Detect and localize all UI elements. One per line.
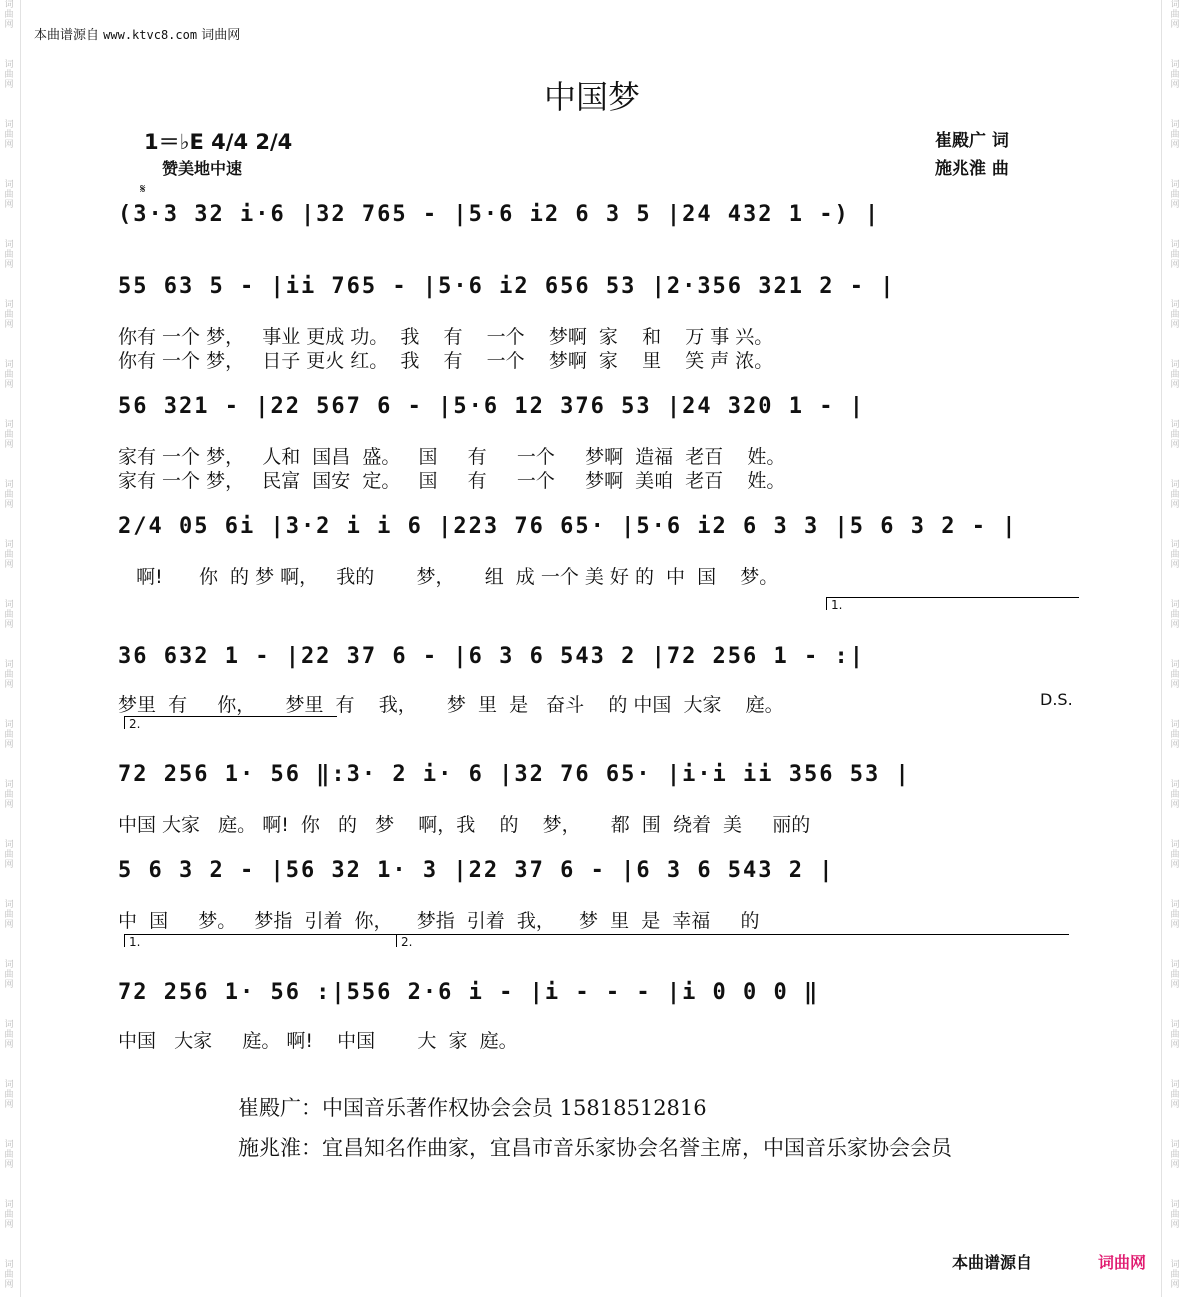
watermark-mark: 词曲网 [4, 780, 14, 810]
lyric-line: 中国 大家 庭。 啊! 中国 大 家 庭。 [118, 1030, 518, 1052]
watermark-mark: 词曲网 [4, 720, 14, 750]
song-title: 中国梦 [543, 78, 640, 116]
watermark-mark: 词曲网 [4, 420, 14, 450]
notation-line-1: (3·3 32 i·6 |32 765 - |5·6 i2 6 3 5 |24 432 1 -) | [118, 202, 881, 227]
lyric-line: 你有 一个 梦， 事业 更成 功。 我 有 一个 梦啊 家 和 万 事 兴。 [118, 326, 774, 348]
watermark-mark: 词曲网 [1170, 300, 1180, 330]
watermark-mark: 词曲网 [4, 1020, 14, 1050]
right-watermark [1168, 0, 1182, 1297]
lyric-line: 中 国 梦。 梦指 引着 你， 梦指 引着 我， 梦 里 是 幸福 的 [118, 910, 760, 932]
watermark-mark: 词曲网 [1170, 180, 1180, 210]
source-prefix: 本曲谱源自 [34, 28, 100, 43]
watermark-mark: 词曲网 [1170, 840, 1180, 870]
watermark-mark: 词曲网 [4, 60, 14, 90]
watermark-mark: 词曲网 [4, 360, 14, 390]
watermark-mark: 词曲网 [1170, 600, 1180, 630]
watermark-mark: 词曲网 [1170, 60, 1180, 90]
watermark-mark: 词曲网 [1170, 1140, 1180, 1170]
notation-line-7: 5 6 3 2 - |56 32 1· 3 |22 37 6 - |6 3 6 543 2 | [118, 858, 835, 883]
watermark-mark: 词曲网 [4, 480, 14, 510]
notation-line-4: 2/4 05 6i |3·2 i i 6 |223 76 65· |5·6 i2 6 3 3 |5 6 3 2 - | [118, 514, 1018, 539]
watermark-mark: 词曲网 [4, 180, 14, 210]
composer-credit: 施兆淮 曲 [935, 159, 1009, 179]
watermark-mark: 词曲网 [1170, 0, 1180, 30]
segno-sign: 𝄋 [140, 182, 146, 197]
volta-1-bracket-end: 1. [124, 934, 399, 947]
notation-line-5: 36 632 1 - |22 37 6 - |6 3 6 543 2 |72 256 1 - :| [118, 644, 866, 669]
lyricist-note: 崔殿广：中国音乐著作权协会会员 15818512816 [238, 1096, 707, 1120]
watermark-mark: 词曲网 [1170, 420, 1180, 450]
tempo-marking: 赞美地中速 [162, 159, 243, 178]
watermark-mark: 词曲网 [4, 600, 14, 630]
watermark-mark: 词曲网 [4, 900, 14, 930]
volta-2-bracket-end: 2. [396, 934, 1069, 947]
watermark-mark: 词曲网 [4, 960, 14, 990]
watermark-mark: 词曲网 [1170, 480, 1180, 510]
lyricist-credit: 崔殿广 词 [935, 131, 1009, 151]
watermark-mark: 词曲网 [1170, 240, 1180, 270]
key-signature: 1＝♭E 4/4 2/4 [144, 130, 293, 154]
lyric-line: 你有 一个 梦， 日子 更火 红。 我 有 一个 梦啊 家 里 笑 声 浓。 [118, 350, 774, 372]
watermark-mark: 词曲网 [4, 840, 14, 870]
watermark-mark: 词曲网 [4, 120, 14, 150]
notation-line-8: 72 256 1· 56 :|556 2·6 i - |i - - - |i 0 0 0 ‖ [118, 980, 820, 1005]
notation-line-2: 55 63 5 - |ii 765 - |5·6 i2 656 53 |2·356 321 2 - | [118, 274, 896, 299]
watermark-mark: 词曲网 [1170, 360, 1180, 390]
watermark-mark: 词曲网 [4, 1260, 14, 1290]
watermark-mark: 词曲网 [1170, 1080, 1180, 1110]
watermark-mark: 词曲网 [1170, 960, 1180, 990]
watermark-mark: 词曲网 [1170, 540, 1180, 570]
watermark-mark: 词曲网 [1170, 1260, 1180, 1290]
volta-2-bracket: 2. [124, 716, 337, 729]
ds-marking: D.S. [1040, 690, 1073, 709]
watermark-mark: 词曲网 [1170, 1020, 1180, 1050]
source-url[interactable]: www.ktvc8.com [103, 28, 198, 42]
footer-brand[interactable]: 词曲网 [1098, 1253, 1147, 1272]
watermark-mark: 词曲网 [4, 540, 14, 570]
composer-note: 施兆淮：宜昌知名作曲家，宜昌市音乐家协会名誉主席，中国音乐家协会会员 [238, 1136, 952, 1160]
watermark-mark: 词曲网 [1170, 660, 1180, 690]
lyric-line: 家有 一个 梦， 人和 国昌 盛。 国 有 一个 梦啊 造福 老百 姓。 [118, 446, 786, 468]
notation-line-6: 72 256 1· 56 ‖:3· 2 i· 6 |32 76 65· |i·i ii 356 53 | [118, 762, 911, 787]
footer-source-label: 本曲谱源自 [952, 1253, 1033, 1272]
watermark-mark: 词曲网 [1170, 1200, 1180, 1230]
lyric-line: 中国 大家 庭。 啊! 你 的 梦 啊，我 的 梦， 都 围 绕着 美 丽的 [118, 814, 811, 836]
lyric-line: 家有 一个 梦， 民富 国安 定。 国 有 一个 梦啊 美咱 老百 姓。 [118, 470, 786, 492]
watermark-mark: 词曲网 [4, 660, 14, 690]
watermark-mark: 词曲网 [1170, 780, 1180, 810]
watermark-mark: 词曲网 [1170, 720, 1180, 750]
lyric-line: 梦里 有 你， 梦里 有 我， 梦 里 是 奋斗 的 中国 大家 庭。 [118, 694, 784, 716]
volta-1-bracket: 1. [826, 597, 1079, 610]
notation-line-3: 56 321 - |22 567 6 - |5·6 12 376 53 |24 320 1 - | [118, 394, 866, 419]
watermark-mark: 词曲网 [4, 300, 14, 330]
watermark-mark: 词曲网 [1170, 120, 1180, 150]
lyric-line: 啊! 你 的 梦 啊， 我的 梦， 组 成 一个 美 好 的 中 国 梦。 [118, 566, 779, 588]
watermark-mark: 词曲网 [4, 240, 14, 270]
watermark-mark: 词曲网 [4, 1140, 14, 1170]
watermark-mark: 词曲网 [1170, 900, 1180, 930]
watermark-mark: 词曲网 [4, 1200, 14, 1230]
watermark-mark: 词曲网 [4, 0, 14, 30]
watermark-mark: 词曲网 [4, 1080, 14, 1110]
source-header [34, 24, 240, 43]
source-site: 词曲网 [201, 28, 241, 43]
left-watermark [2, 0, 16, 1297]
